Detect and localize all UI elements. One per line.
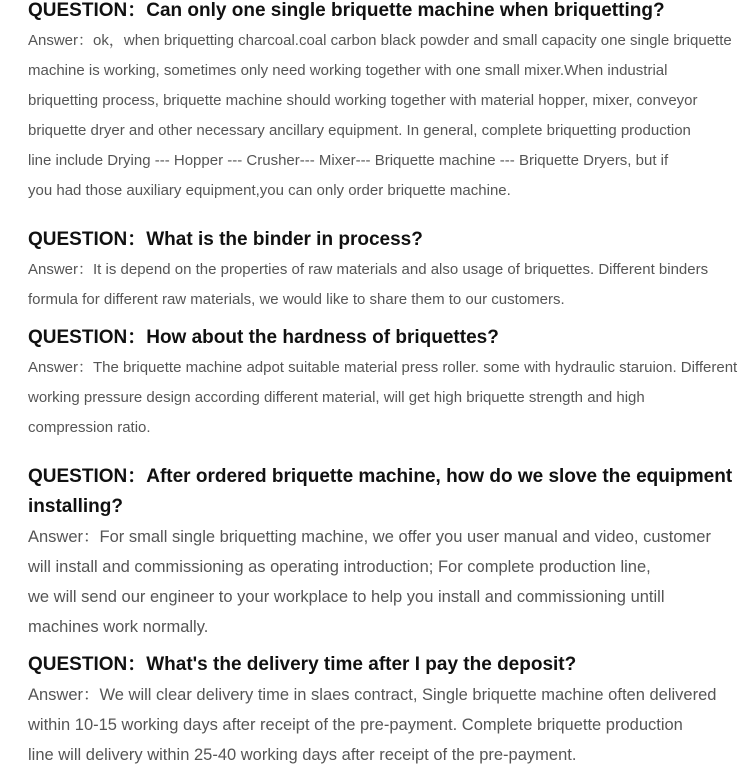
answer-line: Answer：For small single briquetting machine, we offer you user manual and video, customer — [28, 528, 711, 546]
answer-line: will install and commissioning as operating introduction; For complete production line, — [28, 558, 651, 576]
faq-answer-5 — [28, 680, 750, 770]
faq-question-2: QUESTION：What is the binder in process? — [28, 229, 423, 250]
faq-question-4: QUESTION：After ordered briquette machine, how do we slove the equipment installing? — [28, 466, 733, 517]
answer-line: we will send our engineer to your workplace to help you install and commissioning untill — [28, 588, 665, 606]
answer-line: Answer：The briquette machine adpot suitable material press roller. some with hydraulic staruion. Different — [28, 359, 738, 376]
answer-line: line include Drying --- Hopper --- Crusher--- Mixer--- Briquette machine --- Briquette Dryers, but if — [28, 152, 669, 169]
faq-answer-4 — [28, 522, 750, 642]
answer-line: compression ratio. — [28, 419, 151, 436]
faq-question-5: QUESTION：What's the delivery time after I pay the deposit? — [28, 654, 577, 675]
faq-item-2 — [28, 225, 750, 315]
answer-line: within 10-15 working days after receipt of the pre-payment. Complete briquette production — [28, 716, 683, 734]
answer-line: machine is working, sometimes only need working together with one small mixer.When industrial — [28, 62, 668, 79]
answer-line: briquette dryer and other necessary ancillary equipment. In general, complete briquetting production — [28, 122, 691, 139]
answer-line: Answer：It is depend on the properties of raw materials and also usage of briquettes. Different binders — [28, 261, 709, 278]
answer-line: line will delivery within 25-40 working days after receipt of the pre-payment. — [28, 746, 577, 764]
answer-line: briquetting process, briquette machine should working together with material hopper, mixer, conveyor — [28, 92, 698, 109]
faq-question-3: QUESTION：How about the hardness of briquettes? — [28, 327, 499, 348]
faq-question-1: QUESTION：Can only one single briquette machine when briquetting? — [28, 0, 665, 21]
faq-answer-1 — [28, 26, 750, 206]
faq-answer-3 — [28, 353, 750, 443]
faq-answer-2 — [28, 255, 750, 315]
answer-line: you had those auxiliary equipment,you can only order briquette machine. — [28, 182, 511, 199]
answer-line: machines work normally. — [28, 618, 209, 636]
faq-item-4 — [28, 462, 750, 642]
faq-item-3 — [28, 323, 750, 443]
faq-item-1 — [28, 0, 750, 206]
faq-item-5 — [28, 650, 750, 770]
answer-line: Answer：We will clear delivery time in slaes contract, Single briquette machine often delivered — [28, 686, 717, 704]
answer-line: Answer：ok，when briquetting charcoal.coal carbon black powder and small capacity one single briquette — [28, 32, 732, 49]
answer-line: working pressure design according different material, will get high briquette strength and high — [28, 389, 645, 406]
answer-line: formula for different raw materials, we would like to share them to our customers. — [28, 291, 565, 308]
